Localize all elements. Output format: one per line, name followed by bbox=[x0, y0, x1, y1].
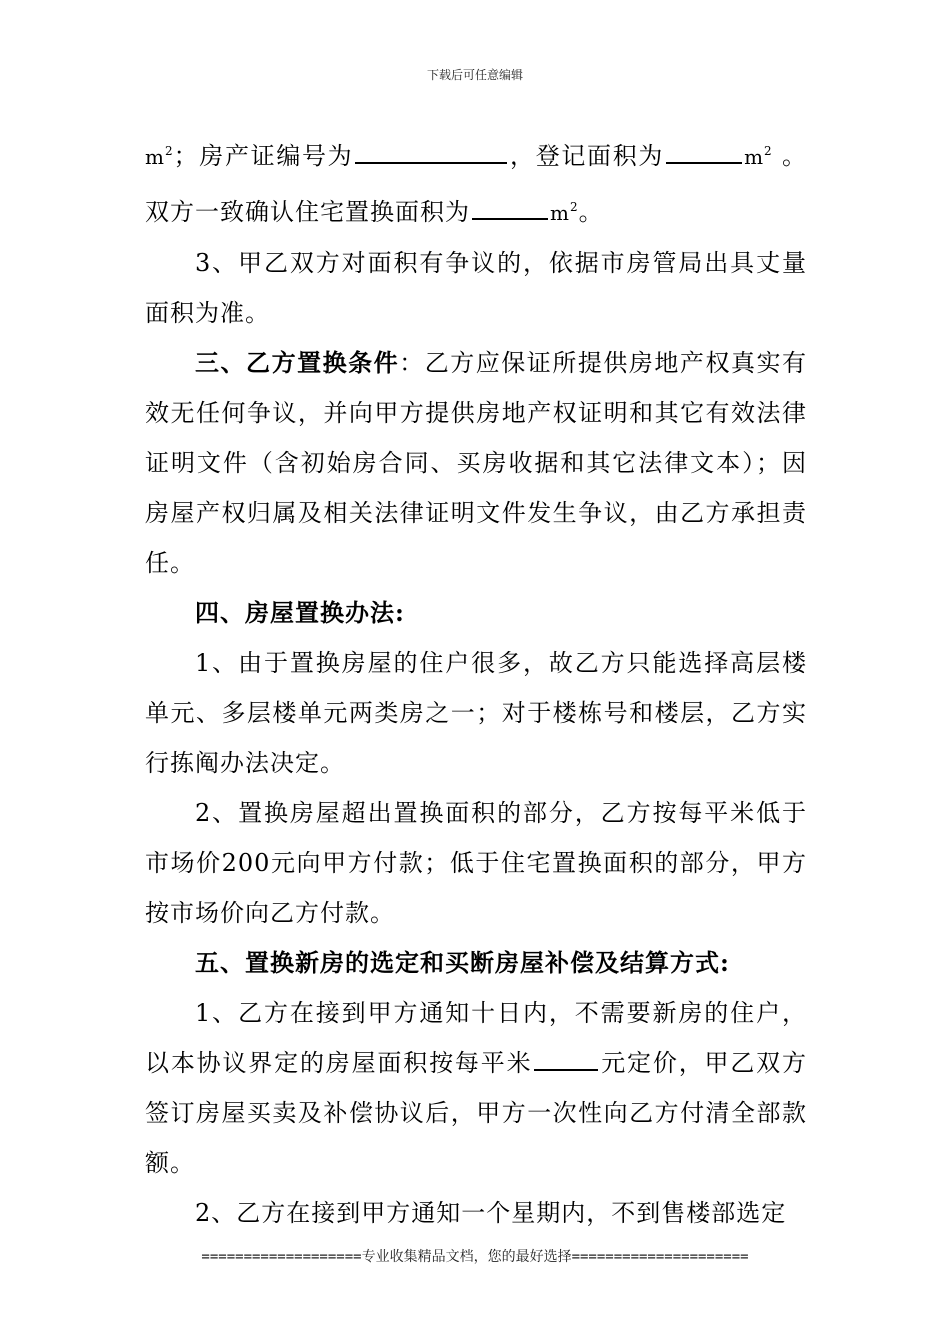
text-segment: 。 bbox=[578, 198, 604, 226]
blank-exchange-area bbox=[472, 196, 548, 220]
unit-m2: m bbox=[744, 145, 765, 169]
paragraph-5-1 bbox=[145, 988, 807, 1188]
paragraph-5-2: 2、乙方在接到甲方通知一个星期内，不到售楼部选定 bbox=[195, 1199, 787, 1227]
superscript: 2 bbox=[164, 144, 174, 158]
text-segment: 元定价，甲乙双方签订房屋买卖及补偿协议后，甲方一次性向乙方付清全部款额。 bbox=[145, 1049, 807, 1177]
blank-registered-area bbox=[666, 140, 742, 164]
superscript: 2 bbox=[764, 144, 773, 158]
text-segment: 1、乙方在接到甲方通知十日内，不需要新房的住户，以本协议界定的房屋面积按每平米 bbox=[145, 999, 807, 1077]
text-segment: ；房产证编号为 bbox=[173, 142, 354, 170]
paragraph-4-2: 2、置换房屋超出置换面积的部分，乙方按每平米低于市场价200元向甲方付款；低于住宅置换面积的部分，甲方按市场价向乙方付款。 bbox=[145, 799, 807, 927]
paragraph-section-3 bbox=[145, 338, 807, 588]
document-body bbox=[145, 126, 807, 1238]
paragraph-area-dispute: 3、甲乙双方对面积有争议的，依据市房管局出具丈量面积为准。 bbox=[145, 249, 807, 327]
section-heading-4: 四、房屋置换办法: bbox=[195, 598, 405, 627]
blank-price-per-sqm bbox=[534, 1047, 598, 1071]
blank-certificate-number bbox=[355, 140, 507, 164]
unit-m2: m bbox=[550, 201, 570, 225]
section-heading-5: 五、置换新房的选定和买断房屋补偿及结算方式: bbox=[195, 948, 730, 977]
page-header: 下载后可任意编辑 bbox=[426, 68, 523, 82]
text-segment: ，登记面积为 bbox=[509, 142, 665, 170]
text-segment: 。双方一致确认住宅置换面积为 bbox=[145, 142, 807, 226]
section-heading: 三、乙方置换条件 bbox=[195, 348, 400, 377]
superscript: 2 bbox=[569, 200, 579, 214]
section-body: ：乙方应保证所提供房地产权真实有效无任何争议，并向甲方提供房地产权证明和其它有效法律证明文件（含初始房合同、买房收据和其它法律文本）；因房屋产权归属及相关法律证明文件发生争议，由乙方承担责任。 bbox=[145, 349, 808, 577]
page-footer: ===================专业收集精品文档，您的最好选择===================== bbox=[201, 1249, 749, 1265]
unit-m2: m bbox=[145, 145, 165, 169]
paragraph-area-confirmation bbox=[145, 126, 807, 238]
paragraph-4-1: 1、由于置换房屋的住户很多，故乙方只能选择高层楼单元、多层楼单元两类房之一；对于楼栋号和楼层，乙方实行拣阄办法决定。 bbox=[145, 649, 807, 777]
